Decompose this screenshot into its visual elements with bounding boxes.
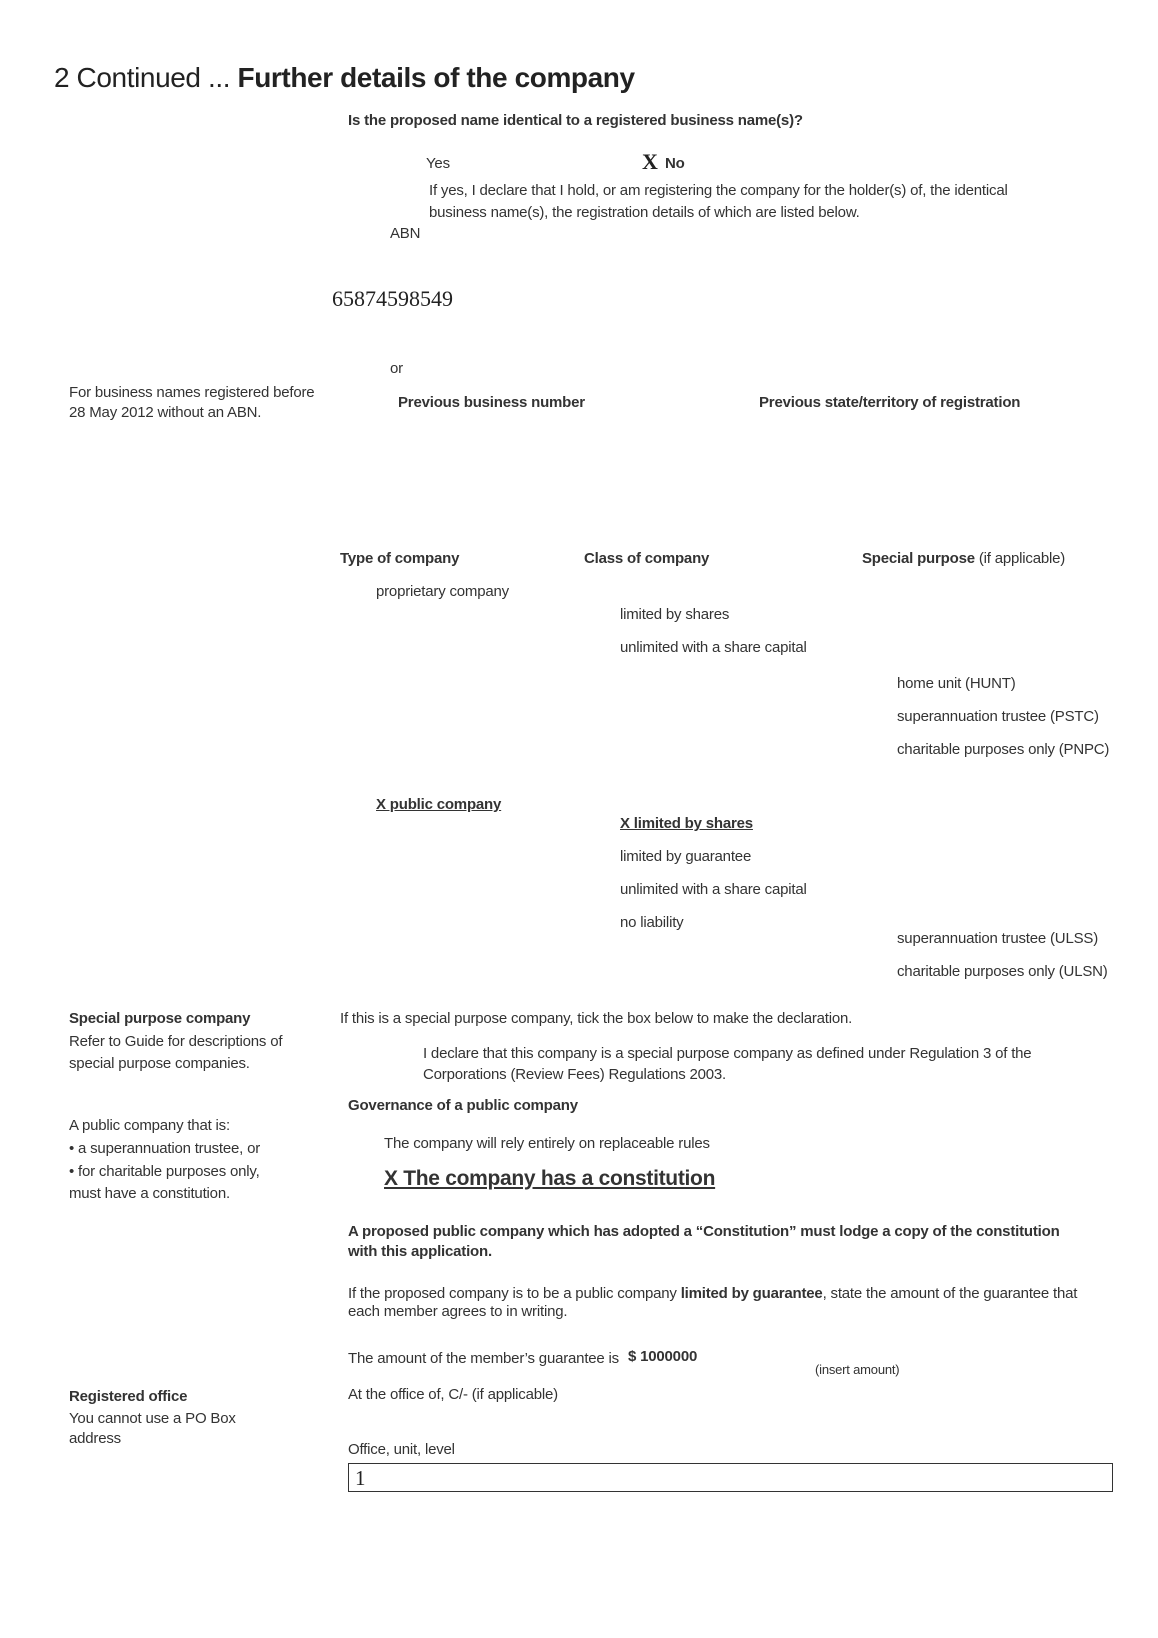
prop-charitable-purposes-option[interactable]: charitable purposes only (PNPC)	[897, 741, 1110, 758]
page-title	[54, 62, 635, 94]
registered-office-side-text: You cannot use a PO Box address	[69, 1410, 236, 1447]
guarantee-instruction	[348, 1285, 1108, 1321]
pub-superannuation-trustee-option[interactable]: superannuation trustee (ULSS)	[897, 930, 1098, 947]
guarantee-amount-value[interactable]: $ 1000000	[628, 1348, 698, 1365]
guarantee-instruction-post: , state the amount of the guarantee that each member agrees to in writing.	[348, 1285, 1078, 1320]
special-purpose-declaration[interactable]: I declare that this company is a special purpose company as defined under Regulation 3 of the Corporations (Review Fees) Regulations 2003.	[423, 1045, 1032, 1083]
governance-side-line-4: must have a constitution.	[69, 1185, 230, 1202]
pub-unlimited-share-capital-option[interactable]: unlimited with a share capital	[620, 881, 807, 898]
governance-side-line-3: • for charitable purposes only,	[69, 1163, 260, 1180]
public-company-option[interactable]: X public company	[376, 796, 502, 813]
office-unit-level-value: 1	[355, 1466, 366, 1490]
no-option-label[interactable]: No	[665, 155, 685, 172]
guarantee-instruction-bold: limited by guarantee	[680, 1285, 823, 1302]
office-unit-level-label: Office, unit, level	[348, 1441, 455, 1458]
home-unit-option[interactable]: home unit (HUNT)	[897, 675, 1016, 692]
pre-abn-business-note: For business names registered before 28 May 2012 without an ABN.	[69, 384, 315, 421]
identical-name-question: Is the proposed name identical to a registered business name(s)?	[348, 112, 803, 129]
previous-state-label: Previous state/territory of registration	[759, 394, 1021, 411]
special-purpose-instruction: If this is a special purpose company, tick the box below to make the declaration.	[340, 1010, 853, 1027]
prop-limited-by-shares-option[interactable]: limited by shares	[620, 606, 730, 623]
or-label: or	[390, 360, 403, 377]
no-option-mark[interactable]: X	[642, 149, 658, 174]
guarantee-amount-hint: (insert amount)	[815, 1362, 900, 1377]
governance-side-line-2: • a superannuation trustee, or	[69, 1140, 261, 1157]
guarantee-instruction-pre: If the proposed company is to be a public company	[348, 1285, 681, 1302]
special-purpose-heading-bold: Special purpose	[862, 550, 975, 567]
previous-business-number-label: Previous business number	[398, 394, 585, 411]
guarantee-amount-label: The amount of the member’s guarantee is	[348, 1350, 619, 1367]
prop-unlimited-share-capital-option[interactable]: unlimited with a share capital	[620, 639, 807, 656]
replaceable-rules-option[interactable]: The company will rely entirely on replaceable rules	[384, 1135, 710, 1152]
governance-side-line-1: A public company that is:	[69, 1117, 230, 1134]
care-of-label: At the office of, C/- (if applicable)	[348, 1386, 558, 1403]
governance-heading: Governance of a public company	[348, 1097, 578, 1114]
office-unit-level-field[interactable]	[348, 1463, 1113, 1492]
pub-limited-by-guarantee-option[interactable]: limited by guarantee	[620, 848, 752, 865]
abn-label: ABN	[390, 225, 421, 242]
yes-option-label[interactable]: Yes	[426, 155, 450, 172]
section-number: 2 Continued ...	[54, 62, 231, 93]
abn-value[interactable]: 65874598549	[332, 286, 453, 311]
constitution-option[interactable]: X The company has a constitution	[384, 1167, 716, 1190]
type-of-company-heading: Type of company	[340, 550, 460, 567]
section-title: Further details of the company	[237, 62, 635, 93]
constitution-notice: A proposed public company which has adopted a “Constitution” must lodge a copy of the constitution with this application.	[348, 1223, 1060, 1260]
identical-name-declaration: If yes, I declare that I hold, or am registering the company for the holder(s) of, the identical business name(s), the registration details of which are listed below.	[429, 182, 1008, 221]
pub-limited-by-shares-option[interactable]: X limited by shares	[620, 815, 753, 832]
registered-office-side-heading: Registered office	[69, 1388, 188, 1405]
no-liability-option[interactable]: no liability	[620, 914, 684, 931]
prop-superannuation-trustee-option[interactable]: superannuation trustee (PSTC)	[897, 708, 1099, 725]
special-purpose-heading	[862, 550, 1065, 567]
special-purpose-side-text: Refer to Guide for descriptions of special purpose companies.	[69, 1033, 283, 1072]
class-of-company-heading: Class of company	[584, 550, 710, 567]
proprietary-company-option[interactable]: proprietary company	[376, 583, 509, 600]
special-purpose-heading-rest: (if applicable)	[978, 550, 1066, 567]
special-purpose-side-heading: Special purpose company	[69, 1010, 251, 1027]
pub-charitable-purposes-option[interactable]: charitable purposes only (ULSN)	[897, 963, 1108, 980]
